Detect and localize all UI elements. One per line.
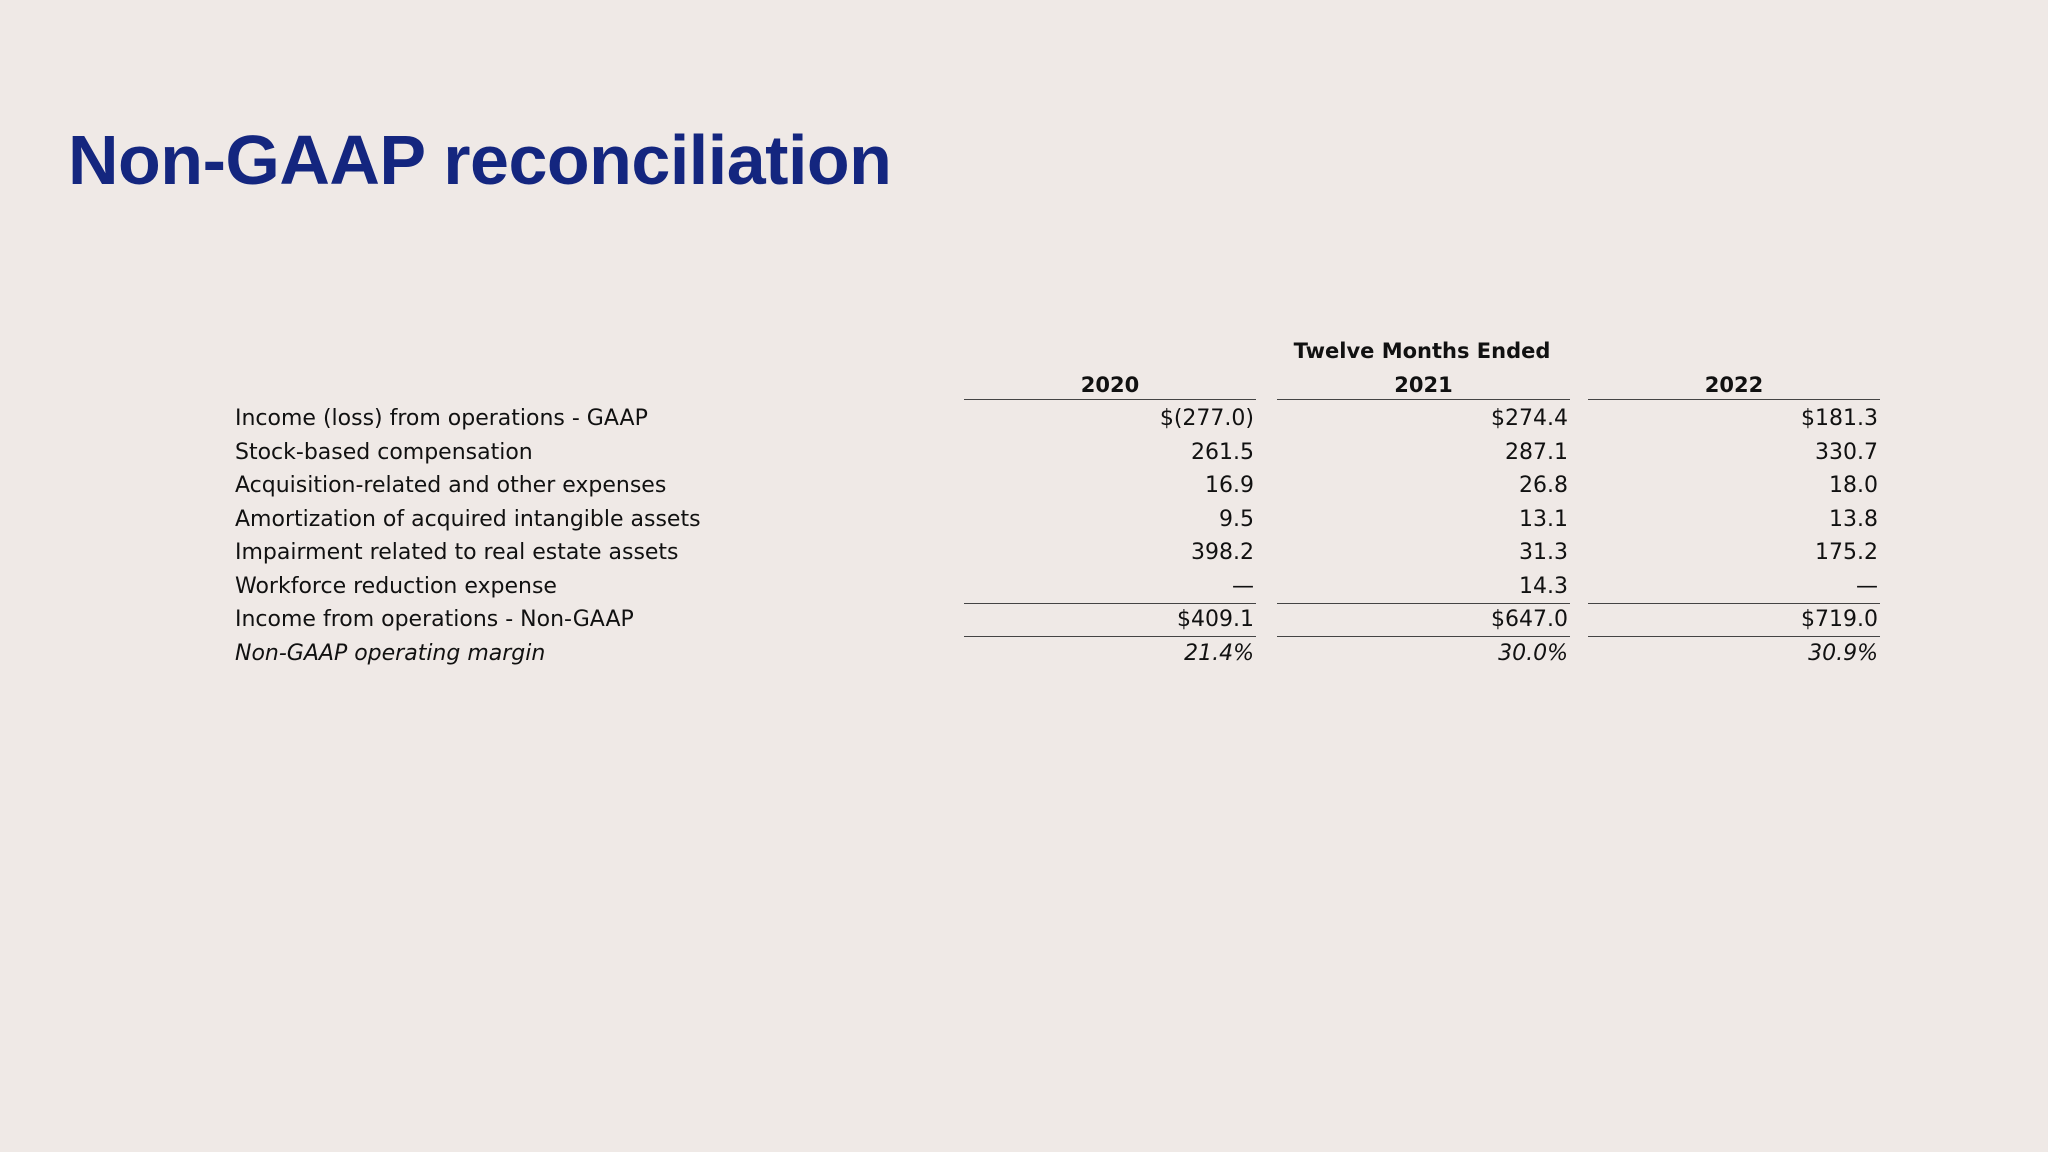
cell-2021: 26.8 [1519, 473, 1568, 498]
page-title: Non-GAAP reconciliation [68, 121, 892, 199]
table-row [0, 436, 2048, 470]
cell-2020: 21.4% [1184, 641, 1254, 666]
row-label: Income (loss) from operations - GAAP [235, 406, 648, 431]
row-label: Amortization of acquired intangible assets [235, 507, 701, 532]
row-label: Acquisition-related and other expenses [235, 473, 667, 498]
row-label: Stock-based compensation [235, 440, 533, 465]
table-row [0, 637, 2048, 671]
table-row [0, 570, 2048, 604]
cell-2022: $181.3 [1801, 406, 1878, 431]
year-header-2020: 2020 [964, 370, 1256, 400]
year-header-2021: 2021 [1277, 370, 1570, 400]
cell-2021: 30.0% [1498, 641, 1568, 666]
cell-2022: 13.8 [1829, 507, 1878, 532]
row-label: Non-GAAP operating margin [235, 641, 546, 666]
cell-2020: 9.5 [1219, 507, 1254, 532]
cell-2020: 398.2 [1191, 540, 1254, 565]
table-row [0, 603, 2048, 637]
cell-2021: 287.1 [1505, 440, 1568, 465]
row-label: Income from operations - Non-GAAP [235, 607, 634, 632]
cell-2021: 31.3 [1519, 540, 1568, 565]
cell-2022: 175.2 [1815, 540, 1878, 565]
cell-2021: 14.3 [1277, 570, 1570, 604]
table-row [0, 503, 2048, 537]
row-label: Impairment related to real estate assets [235, 540, 679, 565]
table-row [0, 536, 2048, 570]
cell-2020: 16.9 [1205, 473, 1254, 498]
cell-2020: — [964, 570, 1256, 604]
cell-2021: $274.4 [1491, 406, 1568, 431]
cell-2020: $409.1 [964, 603, 1256, 637]
cell-2022: 30.9% [1808, 641, 1878, 666]
cell-2021: 13.1 [1519, 507, 1568, 532]
period-header: Twelve Months Ended [1293, 339, 1551, 363]
cell-2022: 330.7 [1815, 440, 1878, 465]
table-row [0, 402, 2048, 436]
cell-2022: — [1588, 570, 1880, 604]
cell-2020: 261.5 [1191, 440, 1254, 465]
table-row [0, 469, 2048, 503]
cell-2022: $719.0 [1588, 603, 1880, 637]
cell-2022: 18.0 [1829, 473, 1878, 498]
year-header-2022: 2022 [1588, 370, 1880, 400]
cell-2021: $647.0 [1277, 603, 1570, 637]
row-label: Workforce reduction expense [235, 574, 557, 599]
cell-2020: $(277.0) [1159, 406, 1254, 431]
